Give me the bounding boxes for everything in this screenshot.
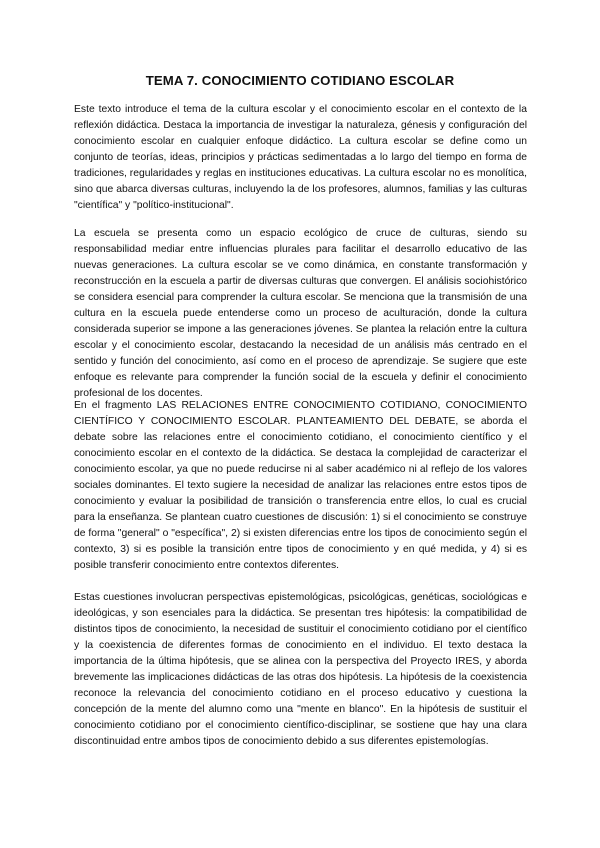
page-title: TEMA 7. CONOCIMIENTO COTIDIANO ESCOLAR: [145, 73, 455, 88]
paragraph-3: En el fragmento LAS RELACIONES ENTRE CONOCIMIENTO COTIDIANO, CONOCIMIENTO CIENTÍFICO Y CONOCIMIENTO ESCOLAR. PLANTEAMIENTO DEL DEBATE, se aborda el debate sobre las relaciones entre el conocimiento cotidiano, el conocimiento científico y el conocimiento escolar en el contexto de la didáctica. Se destaca la complejidad de caracterizar el conocimiento escolar, ya que no puede reducirse ni al saber académico ni al reflejo de los valores sociales dominantes. El texto sugiere la necesidad de analizar las relaciones entre estos tipos de conocimiento y evaluar la posibilidad de transición o transferencia entre ellos, lo cual es crucial para la enseñanza. Se plantean cuatro cuestiones de discusión: 1) si el conocimiento se construye de forma "general" o "específica", 2) si existen diferencias entre los tipos de conocimiento según el contexto, 3) si es posible la transición entre tipos de conocimiento y en qué medida, y 4) si es posible transferir conocimiento entre contextos diferentes.: [74, 400, 527, 571]
paragraph-1: Este texto introduce el tema de la cultura escolar y el conocimiento escolar en el contexto de la reflexión didáctica. Destaca la importancia de investigar la naturaleza, génesis y configuración del conocimiento escolar en cualquier enfoque didáctico. La cultura escolar se define como un conjunto de teorías, ideas, principios y prácticas sedimentadas a lo largo del tiempo en forma de tradiciones, regularidades y reglas en instituciones educativas. La cultura escolar no es monolítica, sino que abarca diversas culturas, incluyendo la de los profesores, alumnos, familias y las culturas "científica" y "político-institucional".: [74, 104, 527, 211]
paragraph-2: La escuela se presenta como un espacio ecológico de cruce de culturas, siendo su responsabilidad mediar entre influencias plurales para facilitar el desarrollo educativo de las nuevas generaciones. La cultura escolar se ve como dinámica, en constante transformación y reconstrucción en la escuela a partir de diversas culturas que convergen. El análisis sociohistórico se considera esencial para comprender la cultura escolar. Se menciona que la transmisión de una cultura en la escuela puede entenderse como un proceso de aculturación, donde la cultura considerada superior se impone a las generaciones jóvenes. Se plantea la relación entre la cultura escolar y el conocimiento escolar, destacando la necesidad de un análisis más centrado en el sentido y función del conocimiento, así como en el proceso de aprendizaje. Se sugiere que este enfoque es relevante para comprender la función social de la escuela y definir el conocimiento profesional de los docentes.: [74, 228, 527, 399]
paragraph-4: Estas cuestiones involucran perspectivas epistemológicas, psicológicas, genéticas, sociológicas e ideológicas, y son esenciales para la didáctica. Se presentan tres hipótesis: la compatibilidad de distintos tipos de conocimiento, la necesidad de sustituir el conocimiento cotidiano por el científico y la coexistencia de diferentes formas de conocimiento en el individuo. El texto destaca la importancia de la última hipótesis, que se alinea con la perspectiva del Proyecto IRES, y aborda brevemente las implicaciones didácticas de las otras dos hipótesis. La hipótesis de la coexistencia reconoce la relevancia del conocimiento cotidiano en el proceso educativo y cuestiona la concepción de la mente del alumno como una "mente en blanco". En la hipótesis de sustituir el conocimiento cotidiano por el conocimiento científico-disciplinar, se sostiene que hay una clara discontinuidad entre ambos tipos de conocimiento debido a sus diferentes epistemologías.: [74, 592, 527, 747]
